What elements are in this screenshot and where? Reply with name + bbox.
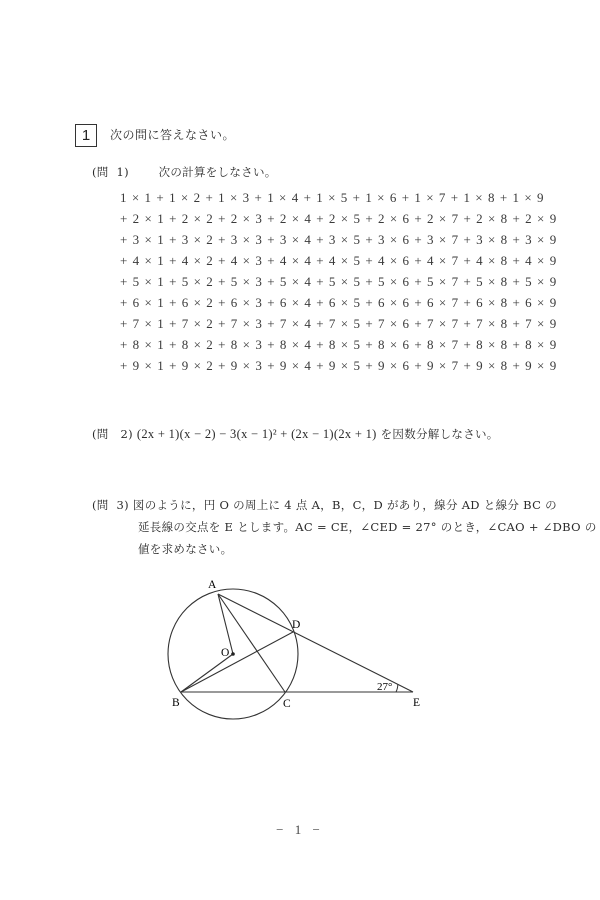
- problem-3-line-1: [92, 494, 557, 516]
- label-c: C: [283, 698, 291, 710]
- label-o: O: [221, 647, 230, 659]
- problem-3-line-2: 延長線の交点を E とします。AC = CE，∠CED = 27° のとき，∠CAO + ∠DBO の: [138, 520, 597, 534]
- angle-label: 27°: [377, 681, 393, 693]
- problem-1-number: 1): [116, 165, 129, 179]
- problem-2-prefix: (問: [92, 427, 109, 441]
- segment-ao: [218, 594, 233, 654]
- sum-line-8: + 8 × 1 + 8 × 2 + 8 × 3 + 8 × 4 + 8 × 5 + 8 × 6 + 8 × 7 + 8 × 8 + 8 × 9: [120, 337, 558, 352]
- sum-line-3: + 3 × 1 + 3 × 2 + 3 × 3 + 3 × 4 + 3 × 5 + 3 × 6 + 3 × 7 + 3 × 8 + 3 × 9: [120, 232, 558, 247]
- problem-3-line-3: 値を求めなさい。: [138, 542, 233, 556]
- label-b: B: [172, 697, 180, 709]
- sum-line-7: + 7 × 1 + 7 × 2 + 7 × 3 + 7 × 4 + 7 × 5 + 7 × 6 + 7 × 7 + 7 × 8 + 7 × 9: [120, 316, 558, 331]
- segment-ac: [218, 594, 285, 692]
- segment-ae: [218, 594, 413, 692]
- angle-arc-e: [396, 684, 398, 692]
- segment-ob: [181, 654, 233, 692]
- page-number: − 1 −: [276, 822, 324, 837]
- sum-line-6: + 6 × 1 + 6 × 2 + 6 × 3 + 6 × 4 + 6 × 5 + 6 × 6 + 6 × 7 + 6 × 8 + 6 × 9: [120, 295, 558, 310]
- problem-1-prefix: (問: [92, 165, 109, 179]
- problem-3-text-1: 図のように，円 O の周上に 4 点 A，B，C，D があり，線分 AD と線分 BC の: [132, 498, 557, 512]
- label-e: E: [413, 697, 421, 709]
- problem-2-expression: (2x + 1)(x − 2) − 3(x − 1)² + (2x − 1)(2x + 1): [136, 427, 377, 441]
- problem-3-prefix: (問: [92, 498, 109, 512]
- problem-2-number: 2): [120, 427, 133, 441]
- circle-o: [168, 589, 301, 719]
- sum-line-2: + 2 × 1 + 2 × 2 + 2 × 3 + 2 × 4 + 2 × 5 + 2 × 6 + 2 × 7 + 2 × 8 + 2 × 9: [120, 211, 558, 226]
- sum-line-9: + 9 × 1 + 9 × 2 + 9 × 3 + 9 × 4 + 9 × 5 + 9 × 6 + 9 × 7 + 9 × 8 + 9 × 9: [120, 358, 558, 373]
- segment-bd: [181, 632, 293, 692]
- sum-line-1: 1 × 1 + 1 × 2 + 1 × 3 + 1 × 4 + 1 × 5 + 1 × 6 + 1 × 7 + 1 × 8 + 1 × 9: [120, 190, 545, 205]
- problem-3-block: [92, 494, 597, 560]
- label-d: D: [292, 619, 301, 631]
- problem-2-instruction: を因数分解しなさい。: [380, 427, 499, 441]
- sum-line-4: + 4 × 1 + 4 × 2 + 4 × 3 + 4 × 4 + 4 × 5 + 4 × 6 + 4 × 7 + 4 × 8 + 4 × 9: [120, 253, 558, 268]
- problem-1-instruction: 次の計算をしなさい。: [158, 165, 277, 179]
- sum-line-5: + 5 × 1 + 5 × 2 + 5 × 3 + 5 × 4 + 5 × 5 + 5 × 6 + 5 × 7 + 5 × 8 + 5 × 9: [120, 274, 558, 289]
- label-a: A: [208, 579, 217, 591]
- sum-expression: [120, 187, 558, 376]
- problem-2-label: [92, 426, 499, 442]
- center-point-o: [231, 652, 235, 656]
- question-title: 次の問に答えなさい。: [110, 128, 236, 142]
- problem-3-number: 3): [116, 498, 129, 512]
- problem-1-label: [92, 164, 277, 180]
- question-number-box: 1: [75, 124, 97, 147]
